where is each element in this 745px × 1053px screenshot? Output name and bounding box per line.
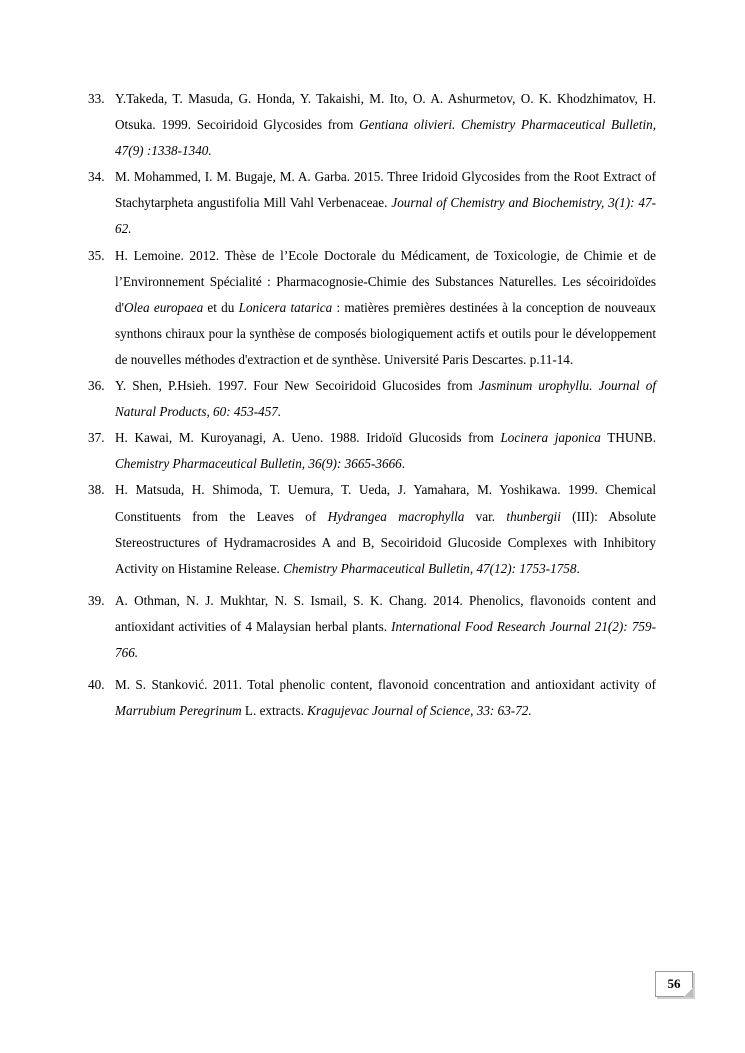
reference-italic-text: Chemistry Pharmaceutical Bulletin, 36(9): 3665-3666 [115,456,402,472]
reference-text: . [576,560,580,576]
reference-text: Y.Takeda, T. Masuda, G. Honda, Y. Takaishi, M. Ito, O. A. Ashurmetov, O. K. Khodzhimatov, H. Otsuka. 1999. Secoiridoid Glycosides from [115,91,656,133]
reference-text: . [401,456,406,472]
reference-italic-text: thunbergii [506,508,561,524]
reference-text: : matières premières destinées à la conception de nouveaux synthons chiraux pour la synthèse de composés biologiquement actifs et outils pour le développement de nouvelles méthodes d'extraction et de synthèse. Université Paris Descartes. p.11-14. [115,299,656,367]
reference-text: H. Matsuda, H. Shimoda, T. Uemura, T. Ueda, J. Yamahara, M. Yoshikawa. 1999. Chemical Constituents from the Leaves of [115,482,656,524]
reference-number: 38. [88,482,105,498]
reference-text: (III): Absolute Stereostructures of Hydramacrosides A and B, Secoiridoid Glucoside Complexes with Inhibitory Activity on Histamine Release. [115,508,657,576]
reference-number: 34. [88,169,105,185]
reference-number: 33. [88,91,105,106]
reference-italic-text: Kragujevac Journal of Science [307,703,471,719]
reference-text: M. Mohammed, I. M. Bugaje, M. A. Garba. 2015. Three Iridoid Glycosides from the Root Extract of Stachytarpheta angustifolia Mill Vahl Verbenaceae. [115,169,656,211]
reference-item [88,588,656,666]
reference-italic-text: International Food Research Journal 21(2): 759-766. [115,618,656,660]
reference-text: et du [203,299,239,315]
page-number-box [655,971,693,997]
reference-text: L. extracts. [241,703,308,719]
reference-number: 37. [88,430,105,446]
reference-italic-text: Hydrangea macrophylla [327,508,465,524]
reference-text: var. [464,508,507,524]
reference-italic-text: Marrubium Peregrinum [115,703,242,719]
reference-list [88,86,656,724]
reference-text: THUNB. [600,430,656,446]
reference-italic-text: Jasminum urophyllu. Journal of Natural Products, 60: 453-457. [115,378,656,420]
reference-italic-text: Olea europaea [123,299,204,315]
reference-italic-text: Lonicera tatarica [238,299,333,315]
reference-item [88,86,656,164]
reference-item [88,164,656,242]
reference-text: H. Kawai, M. Kuroyanagi, A. Ueno. 1988. Iridoïd Glucosids from [115,430,501,446]
reference-item [88,373,656,425]
reference-italic-text: Chemistry Pharmaceutical Bulletin, 47(12): 1753-1758 [283,560,577,576]
reference-text: A. Othman, N. J. Mukhtar, N. S. Ismail, S. K. Chang. 2014. Phenolics, flavonoids content and antioxidant activities of 4 Malaysian herbal plants. [115,592,656,634]
reference-number: 40. [88,677,105,693]
reference-italic-text: Journal of Chemistry and Biochemistry, 3(1): 47-62. [115,195,656,237]
reference-item [88,425,656,477]
reference-number: 35. [88,247,105,263]
page-number: 56 [667,976,681,991]
reference-number: 39. [88,592,105,608]
reference-item [88,672,656,724]
reference-text: , [470,703,477,719]
reference-text: M. S. Stanković. 2011. Total phenolic content, flavonoid concentration and antioxidant activity of [115,677,656,693]
reference-italic-text: Locinera japonica [500,430,601,446]
reference-text: H. Lemoine. 2012. Thèse de l’Ecole Doctorale du Médicament, de Toxicologie, de Chimie et de l’Environnement Spécialité : Pharmacognosie-Chimie des Substances Naturelles. Les sécoiridoïdes d' [115,247,656,315]
page-corner-fold [684,988,693,997]
reference-italic-text: 33: 63-72. [476,703,532,719]
reference-text: Y. Shen, P.Hsieh. 1997. Four New Secoiridoid Glucosides from [115,378,479,394]
reference-item [88,243,656,373]
reference-number: 36. [88,378,105,394]
reference-italic-text: Gentiana olivieri. Chemistry Pharmaceutical Bulletin, 47(9) :1338-1340. [115,117,656,159]
reference-item [88,477,656,581]
